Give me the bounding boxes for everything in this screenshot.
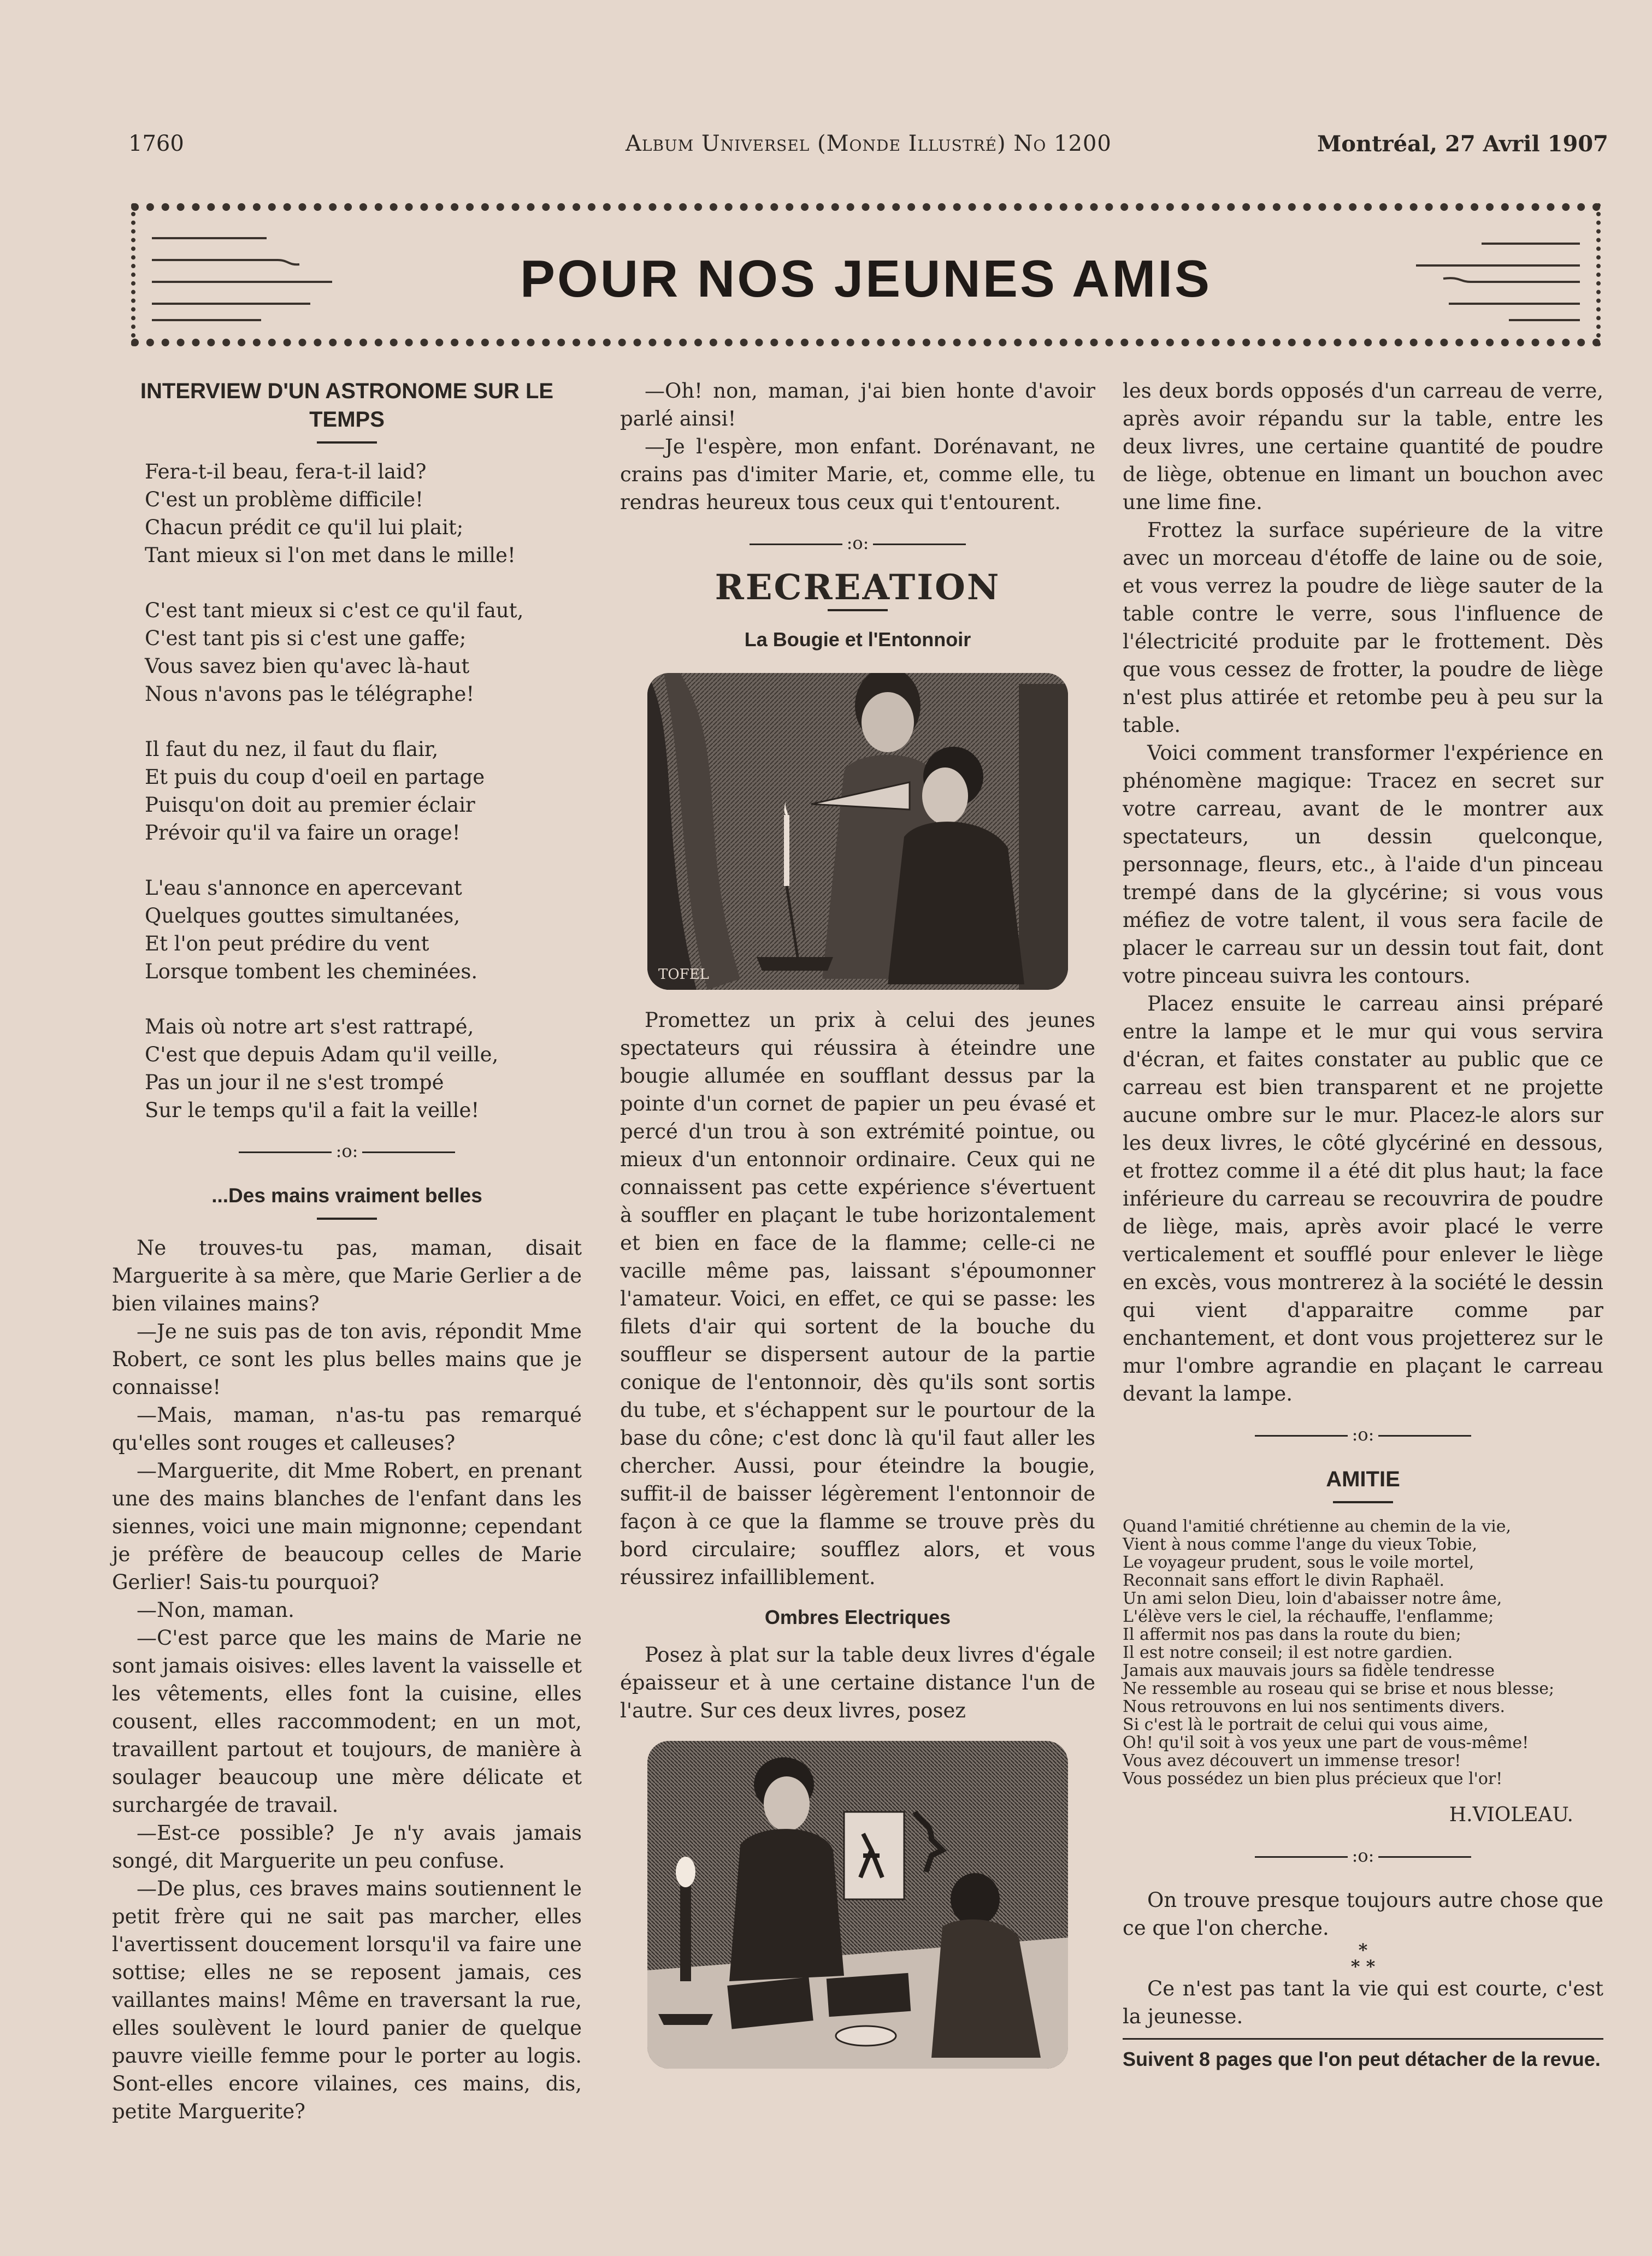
- engraving-electric-shadows: [647, 1741, 1068, 2069]
- title-rule: [828, 609, 888, 611]
- poem-line: Ne ressemble au roseau qui se brise et nous blesse;: [1123, 1679, 1555, 1698]
- poem-line: Il faut du nez, il faut du flair,: [145, 737, 439, 761]
- column-3: [1123, 377, 1603, 2072]
- ombres-paragraph: Frottez la surface supérieure de la vitre avec un morceau d'étoffe de laine ou de soie, et vous verrez la poudre de liège sauter de la table contre le verre, sous l'influence de l'électricité produite par le frottement. Dès que vous cessez de frotter, la poudre de liège n'est plus attirée et retombe peu à peu sur la table.: [1123, 518, 1603, 737]
- story-paragraph: —Je ne suis pas de ton avis, répondit Mme Robert, ce sont les plus belles mains que je connaisse!: [112, 1320, 582, 1399]
- poem-stanza: [145, 1013, 582, 1124]
- poem-line: Un ami selon Dieu, loin d'abaisser notre âme,: [1123, 1589, 1502, 1608]
- astronome-poem: [112, 458, 582, 1124]
- poem-line: Jamais aux mauvais jours sa fidèle tendresse: [1123, 1661, 1495, 1680]
- poem-line: Il affermit nos pas dans la route du bien;: [1123, 1625, 1461, 1644]
- poem-line: Vous avez découvert un immense tresor!: [1123, 1751, 1461, 1770]
- poem-title-amitie: AMITIE: [1326, 1467, 1400, 1491]
- poem-stanza: [145, 735, 582, 847]
- story-paragraph: —De plus, ces braves mains soutiennent le petit frère qui ne sait pas marcher, elles l'avertissent doucement lorsqu'il va faire une sottise; elles ne se reposent jamais, ces vaillantes mains! Même en traversant la rue, elles soulèvent le lourd panier de quelque pauvre vieille femme pour le porter au logis. Sont-elles encore vilaines, ces mains, dis, petite Marguerite?: [112, 1877, 582, 2123]
- page-number: 1760: [128, 131, 184, 156]
- poem-line: Reconnait sans effort le divin Raphaël.: [1123, 1571, 1445, 1590]
- issue-date: Montréal, 27 Avril 1907: [1317, 131, 1608, 157]
- story-continuation: —Je l'espère, mon enfant. Dorénavant, ne crains pas d'imiter Marie, et, comme elle, tu rendras heureux tous ceux qui t'entourent.: [620, 435, 1095, 514]
- poem-line: Si c'est là le portrait de celui qui vous aime,: [1123, 1715, 1489, 1734]
- poem-line: Fera-t-il beau, fera-t-il laid?: [145, 460, 427, 483]
- section-banner: [131, 203, 1601, 346]
- ombres-paragraph: Posez à plat sur la table deux livres d'égale épaisseur et à une certaine distance l'un de l'autre. Sur ces deux livres, posez: [620, 1643, 1095, 1722]
- poem-line: C'est un problème difficile!: [145, 488, 424, 511]
- mains-story: [112, 1234, 582, 2125]
- column-1: [112, 377, 582, 2125]
- poem-line: Tant mieux si l'on met dans le mille!: [145, 544, 516, 567]
- title-rule: [317, 441, 377, 444]
- column-2: [620, 377, 1095, 2085]
- asterism: * * *: [1350, 1940, 1376, 1977]
- poem-line: Chacun prédit ce qu'il lui plait;: [145, 516, 464, 539]
- poem-line: Sur le temps qu'il a fait la veille!: [145, 1099, 480, 1122]
- publication-title: Album Universel (Monde Illustré) No 1200: [626, 131, 1112, 156]
- poem-line: C'est tant pis si c'est une gaffe;: [145, 627, 467, 650]
- poem-line: Prévoir qu'il va faire un orage!: [145, 821, 461, 844]
- story-paragraph: —Marguerite, dit Mme Robert, en prenant une des mains blanches de l'enfant dans les siennes, voici une main mignonne; cependant je préfère de beaucoup celles de Marie Gerlier! Sais-tu pourquoi?: [112, 1459, 582, 1594]
- poem-line: Nous retrouvons en lui nos sentiments divers.: [1123, 1697, 1506, 1716]
- poem-line: Vous possédez un bien plus précieux que l'or!: [1123, 1769, 1503, 1788]
- amitie-poem: [1123, 1517, 1603, 1788]
- poem-stanza: [145, 874, 582, 985]
- subhead-ombres: Ombres Electriques: [764, 1606, 951, 1628]
- story-paragraph: —Est-ce possible? Je n'y avais jamais songé, dit Marguerite un peu confuse.: [112, 1821, 582, 1873]
- poem-line: Mais où notre art s'est rattrapé,: [145, 1015, 474, 1038]
- poem-line: C'est tant mieux si c'est ce qu'il faut,: [145, 599, 524, 622]
- maxim-1: On trouve presque toujours autre chose que ce que l'on cherche.: [1123, 1888, 1603, 1940]
- story-continuation: —Oh! non, maman, j'ai bien honte d'avoir parlé ainsi!: [620, 379, 1095, 430]
- poem-line: Oh! qu'il soit à vos yeux une part de vous-même!: [1123, 1733, 1529, 1752]
- poem-line: Vous savez bien qu'avec là-haut: [145, 654, 470, 678]
- article-title-astronome: INTERVIEW D'UN ASTRONOME SUR LE TEMPS: [140, 379, 554, 432]
- engraving-candle-funnel: [647, 673, 1068, 990]
- poem-line: Lorsque tombent les cheminées.: [145, 960, 478, 983]
- poem-line: Et puis du coup d'oeil en partage: [145, 765, 485, 789]
- title-rule: [1333, 1501, 1393, 1503]
- poem-line: L'eau s'annonce en apercevant: [145, 876, 462, 900]
- ombres-paragraph: Placez ensuite le carreau ainsi préparé entre la lampe et le mur qui vous servira d'écran, et faites constater au public que ce carreau est bien transparent et ne projette aucune ombre sur le mur. Placez-le alors sur les deux livres, le côté glycériné en dessous, et frottez comme il a été dit plus haut; la face inférieure du carreau se recouvrira de poudre de liège, mais, après avoir placé le verre verticalement et soufflé pour enlever le liège en excès, vous montrerez à la société le dessin qui vient d'apparaitre comme par enchantement, et dont vous projetterez sur le mur l'ombre agrandie en plaçant le carreau devant la lampe.: [1123, 992, 1603, 1405]
- story-paragraph: —Mais, maman, n'as-tu pas remarqué qu'elles sont rouges et calleuses?: [112, 1403, 582, 1455]
- story-paragraph: Ne trouves-tu pas, maman, disait Marguerite à sa mère, que Marie Gerlier a de bien vilaines mains?: [112, 1236, 582, 1315]
- poem-line: Quelques gouttes simultanées,: [145, 904, 461, 928]
- poem-line: C'est que depuis Adam qu'il veille,: [145, 1043, 499, 1066]
- poem-line: Puisqu'on doit au premier éclair: [145, 793, 475, 817]
- poem-line: Le voyageur prudent, sous le voile mortel,: [1123, 1553, 1474, 1572]
- running-header: [128, 131, 1608, 164]
- section-title-recreation: RECREATION: [715, 567, 1001, 608]
- separator: :o:: [1123, 1842, 1603, 1870]
- poem-line: L'élève vers le ciel, la réchauffe, l'enflamme;: [1123, 1607, 1494, 1626]
- poem-stanza: [145, 597, 582, 708]
- separator: :o:: [620, 529, 1095, 557]
- ombres-continuation: les deux bords opposés d'un carreau de verre, après avoir répandu sur la table, entre les deux livres, une certaine quantité de poudre de liège, obtenue en limant un bouchon avec une lime fine.: [1123, 379, 1603, 514]
- poem-line: Nous n'avons pas le télégraphe!: [145, 682, 475, 706]
- closing-note: Suivent 8 pages que l'on peut détacher de la revue.: [1123, 2038, 1603, 2072]
- story-paragraph: —Non, maman.: [137, 1598, 294, 1622]
- maxim-2: Ce n'est pas tant la vie qui est courte, c'est la jeunesse.: [1123, 1977, 1603, 2028]
- poem-line: Il est notre conseil; il est notre gardien.: [1123, 1643, 1453, 1662]
- poem-line: Pas un jour il ne s'est trompé: [145, 1071, 444, 1094]
- poem-line: Quand l'amitié chrétienne au chemin de la vie,: [1123, 1517, 1511, 1536]
- poem-line: Et l'on peut prédire du vent: [145, 932, 429, 955]
- banner-title: POUR NOS JEUNES AMIS: [520, 250, 1212, 308]
- separator: :o:: [1123, 1421, 1603, 1449]
- bougie-paragraph: Promettez un prix à celui des jeunes spectateurs qui réussira à éteindre une bougie allumée en soufflant dessus par la pointe d'un cornet de papier un peu évasé et percé d'un trou à son extrémité pointue, ou mieux d'un entonnoir ordinaire. Ceux qui ne connaissent pas cette expérience s'évertuent à souffler en plaçant le tube horizontalement et bien en face de la flamme; celle-ci ne vacille même pas, laissant s'époumonner l'amateur. Voici, en effet, ce qui se passe: les filets d'air qui sortent de la bouche du souffleur se dispersent autour de la partie conique de l'entonnoir, dès qu'ils sont sortis du tube, et s'échappent sur le pourtour de la base du cône; c'est donc là qu'il faut aller les chercher. Aussi, pour éteindre la bougie, suffit-il de baisser légèrement l'entonnoir de façon à ce que la flamme se trouve près du bord circulaire; soufflez alors, et vous réussirez infailliblement.: [620, 1008, 1095, 1589]
- subhead-bougie: La Bougie et l'Entonnoir: [744, 628, 971, 651]
- title-rule: [317, 1218, 377, 1220]
- article-title-mains: ...Des mains vraiment belles: [211, 1184, 482, 1207]
- poem-line: Vient à nous comme l'ange du vieux Tobie,: [1123, 1535, 1478, 1554]
- separator: :o:: [112, 1137, 582, 1165]
- engraving-signature: TOFEL: [658, 966, 709, 983]
- story-paragraph: —C'est parce que les mains de Marie ne sont jamais oisives: elles lavent la vaisselle et les vêtements, elles font la cuisine, elles cousent, elles raccommodent; en un mot, travaillent partout et toujours, de manière à soulager beaucoup une mère délicate et surchargée de travail.: [112, 1626, 582, 1817]
- poem-stanza: [145, 458, 582, 569]
- poem-author: H.VIOLEAU.: [1449, 1804, 1573, 1826]
- ombres-paragraph: Voici comment transformer l'expérience en phénomène magique: Tracez en secret sur votre carreau, avant de le montrer aux spectateurs, un dessin quelconque, personnage, fleurs, etc., à l'aide d'un pinceau trempé dans de la glycérine; si vous vous méfiez de votre talent, il vous sera facile de placer le carreau sur un dessin tout fait, dont votre pinceau suivra les contours.: [1123, 741, 1603, 988]
